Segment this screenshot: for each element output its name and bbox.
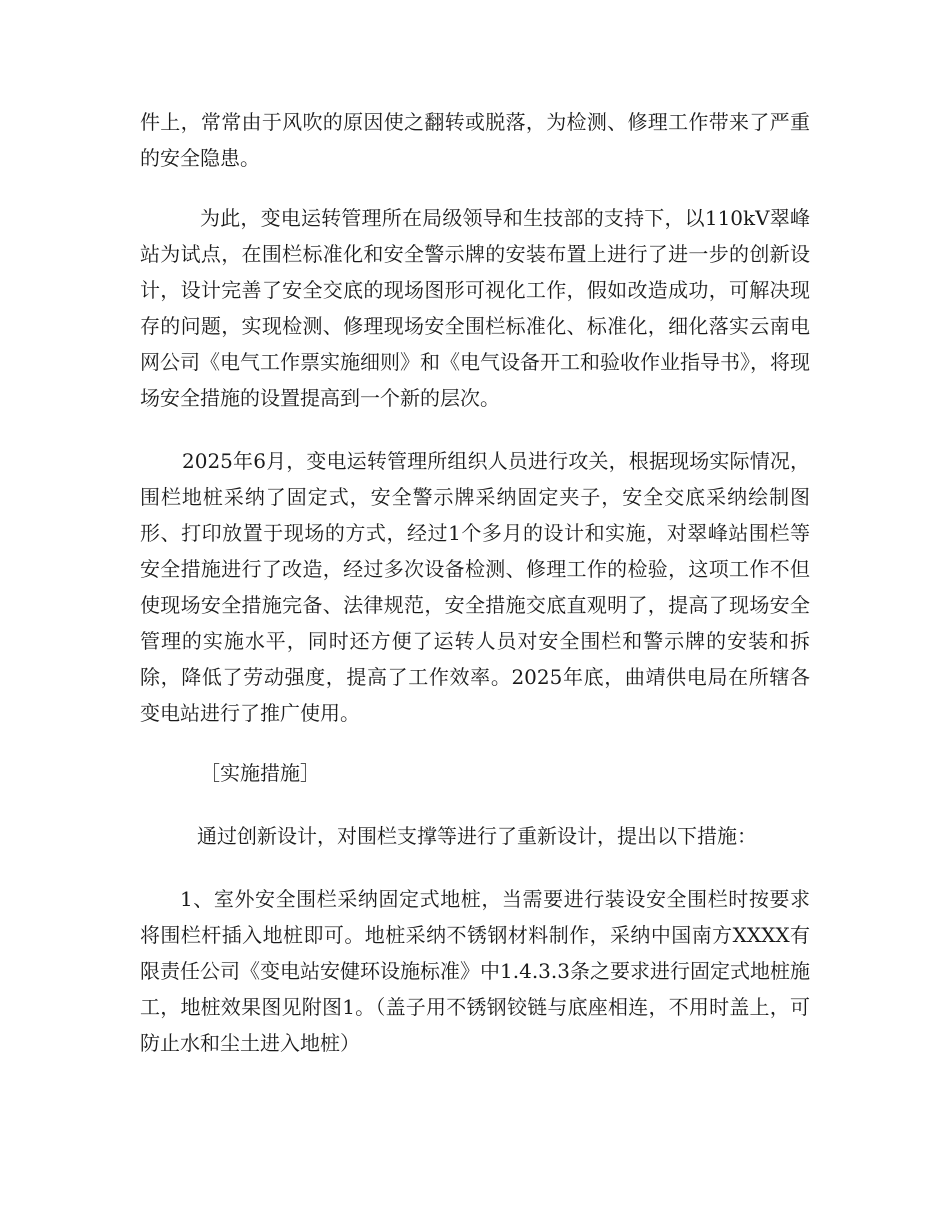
paragraph-continuation: 件上，常常由于风吹的原因使之翻转或脱落，为检测、修理工作带来了严重的安全隐患。 [140,110,810,170]
section-heading-measures: ［实施措施］ [200,761,320,785]
document-body [140,104,810,1061]
paragraph-implementation-history: 2025年6月，变电运转管理所组织人员进行攻关，根据现场实际情况，围栏地桩采纳了固定式，安全警示牌采纳固定夹子，安全交底采纳绘制图形、打印放置于现场的方式，经过1个多月的设计和实施，对翠峰站围栏等安全措施进行了改造，经过多次设备检测、修理工作的检验，这项工作不但使现场安全措施完备、法律规范，安全措施交底直观明了，提高了现场安全管理的实施水平，同时还方便了运转人员对安全围栏和警示牌的安装和拆除，降低了劳动强度，提高了工作效率。2025年底，曲靖供电局在所辖各变电站进行了推广使用。 [140,449,810,725]
paragraph-measure-1: 1、室外安全围栏采纳固定式地桩，当需要进行装设安全围栏时按要求将围栏杆插入地桩即可。地桩采纳不锈钢材料制作，采纳中国南方XXXX有限责任公司《变电站安健环设施标准》中1.4.3.3条之要求进行固定式地桩施工，地桩效果图见附图1。（盖子用不锈钢铰链与底座相连，不用时盖上，可防止水和尘土进入地桩） [140,887,810,1055]
paragraph-pilot-design: 为此，变电运转管理所在局级领导和生技部的支持下，以110kV翠峰站为试点，在围栏标准化和安全警示牌的安装布置上进行了进一步的创新设计，设计完善了安全交底的现场图形可视化工作，假如改造成功，可解决现存的问题，实现检测、修理现场安全围栏标准化、标准化，细化落实云南电网公司《电气工作票实施细则》和《电气设备开工和验收作业指导书》，将现场安全措施的设置提高到一个新的层次。 [140,206,810,410]
paragraph-measures-intro: 通过创新设计，对围栏支撑等进行了重新设计，提出以下措施： [197,824,757,848]
